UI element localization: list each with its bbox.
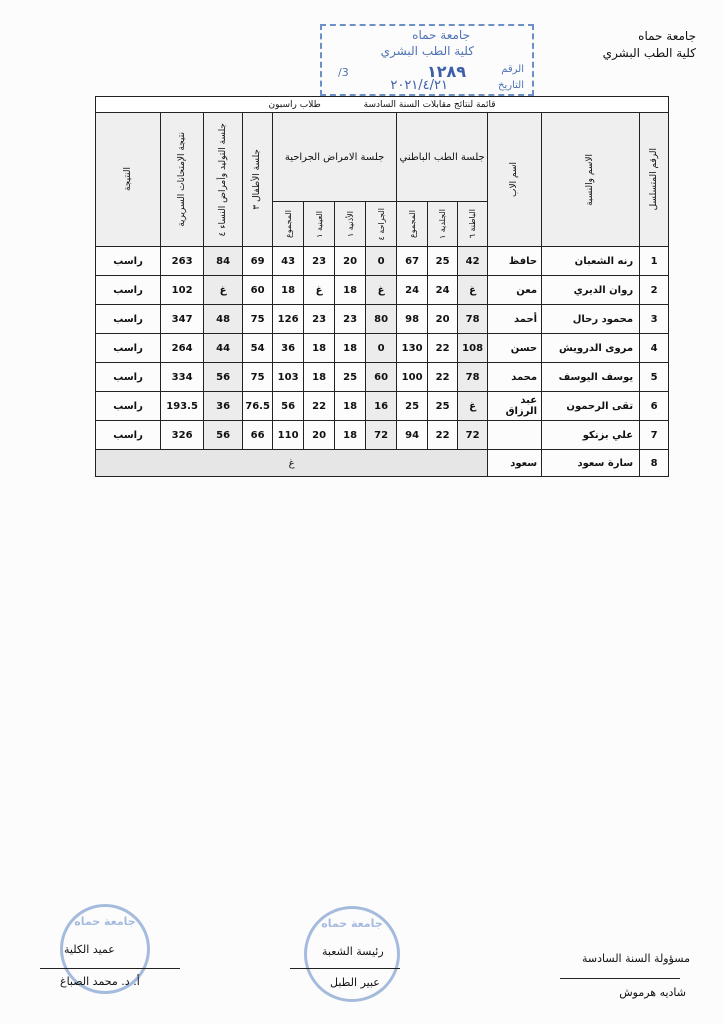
header-name: الاسم والنسبة — [542, 113, 640, 247]
dean-name: أ. د. محمد الصباغ — [60, 975, 140, 988]
father-name-cell: محمد — [488, 363, 542, 392]
dean-title: عميد الكلية — [64, 943, 115, 956]
pediatrics-cell: 76.5 — [243, 392, 273, 421]
dermatology-cell: 22 — [428, 421, 458, 450]
university-name: جامعة حماه — [638, 29, 696, 43]
caption-subtitle: طلاب راسبون — [268, 99, 321, 110]
stamp-side-note: 3/ — [338, 66, 349, 79]
clinical-total-cell: 334 — [161, 363, 204, 392]
serial-cell: 8 — [640, 450, 669, 477]
internal-total-cell: 25 — [397, 392, 428, 421]
obgyn-cell: 44 — [204, 334, 243, 363]
head-signature-line — [290, 968, 400, 969]
student-name-cell: يوسف اليوسف — [542, 363, 640, 392]
ent-cell: 18 — [335, 392, 366, 421]
father-name-cell — [488, 421, 542, 450]
surgical-total-cell: 18 — [273, 276, 304, 305]
clinical-total-cell: 102 — [161, 276, 204, 305]
dermatology-cell: 22 — [428, 334, 458, 363]
internal-total-cell: 100 — [397, 363, 428, 392]
header-internal: جلسة الطب الباطني — [397, 113, 488, 202]
father-name-cell: حافظ — [488, 247, 542, 276]
ophthalmology-cell: 20 — [304, 421, 335, 450]
surgery-cell: 60 — [366, 363, 397, 392]
serial-cell: 5 — [640, 363, 669, 392]
header-father: اسم الاب — [488, 113, 542, 247]
surgery-cell: 0 — [366, 247, 397, 276]
coordinator-title: مسؤولة السنة السادسة — [582, 952, 690, 965]
stamp-ref-number: ١٢٨٩ — [426, 62, 466, 81]
surgical-total-cell: 56 — [273, 392, 304, 421]
student-name-cell: روان الديري — [542, 276, 640, 305]
pediatrics-cell: 54 — [243, 334, 273, 363]
serial-cell: 1 — [640, 247, 669, 276]
ophthalmology-cell: غ — [304, 276, 335, 305]
obgyn-cell: 36 — [204, 392, 243, 421]
internal-medicine-cell: غ — [458, 276, 488, 305]
ophthalmology-cell: 23 — [304, 305, 335, 334]
absent-mark-cell: غ — [96, 450, 488, 477]
clinical-total-cell: 263 — [161, 247, 204, 276]
ent-cell: 23 — [335, 305, 366, 334]
result-cell: راسب — [96, 305, 161, 334]
student-name-cell: رنه الشعبان — [542, 247, 640, 276]
serial-cell: 2 — [640, 276, 669, 305]
clinical-total-cell: 193.5 — [161, 392, 204, 421]
results-table — [95, 96, 669, 477]
header-internal-sub: الجلدية ١ — [428, 202, 458, 247]
head-name: عبير الطبل — [330, 976, 380, 989]
obgyn-cell: 84 — [204, 247, 243, 276]
table-body — [96, 247, 669, 477]
internal-total-cell: 67 — [397, 247, 428, 276]
result-cell: راسب — [96, 334, 161, 363]
result-cell: راسب — [96, 276, 161, 305]
pediatrics-cell: 66 — [243, 421, 273, 450]
surgery-cell: 80 — [366, 305, 397, 334]
clinical-total-cell: 264 — [161, 334, 204, 363]
serial-cell: 7 — [640, 421, 669, 450]
table-row — [96, 247, 669, 276]
header-surgical-sub: الأذنية ١ — [335, 202, 366, 247]
stamp-date-value: ٢٠٢١/٤/٢١ — [390, 78, 448, 93]
ent-cell: 18 — [335, 276, 366, 305]
surgical-total-cell: 126 — [273, 305, 304, 334]
student-name-cell: سارة سعود — [542, 450, 640, 477]
dermatology-cell: 22 — [428, 363, 458, 392]
surgical-total-cell: 110 — [273, 421, 304, 450]
table-row — [96, 421, 669, 450]
header-internal-sub: المجموع — [397, 202, 428, 247]
head-title: رئيسة الشعبة — [322, 945, 384, 958]
serial-cell: 4 — [640, 334, 669, 363]
serial-cell: 3 — [640, 305, 669, 334]
ophthalmology-cell: 23 — [304, 247, 335, 276]
caption-title: قائمة لنتائج مقابلات السنة السادسة — [363, 99, 496, 110]
header-internal-sub: الباطنة ٦ — [458, 202, 488, 247]
clinical-total-cell: 326 — [161, 421, 204, 450]
coordinator-signature-line — [560, 978, 680, 979]
result-cell: راسب — [96, 363, 161, 392]
father-name-cell: عبد الرزاق — [488, 392, 542, 421]
internal-total-cell: 24 — [397, 276, 428, 305]
dean-signature-line — [40, 968, 180, 969]
dermatology-cell: 24 — [428, 276, 458, 305]
surgical-total-cell: 36 — [273, 334, 304, 363]
father-name-cell: معن — [488, 276, 542, 305]
header-surgical-sub: العينية ١ — [304, 202, 335, 247]
internal-medicine-cell: غ — [458, 392, 488, 421]
student-name-cell: تقى الرحمون — [542, 392, 640, 421]
coordinator-name: شاديه هرموش — [619, 986, 686, 999]
ent-cell: 18 — [335, 421, 366, 450]
header-surgical-sub: المجموع — [273, 202, 304, 247]
father-name-cell: أحمد — [488, 305, 542, 334]
obgyn-cell: 56 — [204, 421, 243, 450]
header-result: النتيجة — [96, 113, 161, 247]
internal-medicine-cell: 108 — [458, 334, 488, 363]
internal-medicine-cell: 42 — [458, 247, 488, 276]
result-cell: راسب — [96, 392, 161, 421]
faculty-name: كلية الطب البشري — [602, 46, 696, 60]
header-surgical-sub: الجراحة ٤ — [366, 202, 397, 247]
table-header-row — [96, 113, 669, 202]
internal-total-cell: 130 — [397, 334, 428, 363]
surgery-cell: 72 — [366, 421, 397, 450]
ent-cell: 20 — [335, 247, 366, 276]
internal-medicine-cell: 78 — [458, 305, 488, 334]
stamp-ref-label: الرقم — [501, 64, 524, 75]
pediatrics-cell: 69 — [243, 247, 273, 276]
obgyn-cell: 48 — [204, 305, 243, 334]
stamp-line-2: كلية الطب البشري — [380, 44, 474, 58]
table-caption-row — [96, 97, 669, 113]
serial-cell: 6 — [640, 392, 669, 421]
ophthalmology-cell: 18 — [304, 334, 335, 363]
table-row — [96, 392, 669, 421]
internal-medicine-cell: 72 — [458, 421, 488, 450]
surgical-total-cell: 103 — [273, 363, 304, 392]
clinical-total-cell: 347 — [161, 305, 204, 334]
ophthalmology-cell: 22 — [304, 392, 335, 421]
internal-total-cell: 94 — [397, 421, 428, 450]
header-pediatrics: جلسة الأطفال ٣ — [243, 113, 273, 247]
header-clinical: نتيجة الإمتحانات السريرية — [161, 113, 204, 247]
table-row — [96, 334, 669, 363]
obgyn-cell: 56 — [204, 363, 243, 392]
obgyn-cell: غ — [204, 276, 243, 305]
father-name-cell: حسن — [488, 334, 542, 363]
stamp-date-label: التاريخ — [498, 80, 524, 91]
department-seal: جامعة حماه — [304, 906, 400, 1002]
absent-row — [96, 450, 669, 477]
header-surgical: جلسة الامراض الجراحية — [273, 113, 397, 202]
father-name-cell: سعود — [488, 450, 542, 477]
header-obgyn: جلسة التوليد وأمراض النساء ٤ — [204, 113, 243, 247]
pediatrics-cell: 75 — [243, 363, 273, 392]
dermatology-cell: 25 — [428, 392, 458, 421]
table-row — [96, 305, 669, 334]
table-row — [96, 363, 669, 392]
surgery-cell: 16 — [366, 392, 397, 421]
ent-cell: 25 — [335, 363, 366, 392]
student-name-cell: محمود رحال — [542, 305, 640, 334]
header-serial: الرقم المتسلسل — [640, 113, 669, 247]
result-cell: راسب — [96, 247, 161, 276]
surgery-cell: غ — [366, 276, 397, 305]
student-name-cell: مروى الدرويش — [542, 334, 640, 363]
stamp-line-1: جامعة حماه — [412, 28, 470, 42]
pediatrics-cell: 60 — [243, 276, 273, 305]
student-name-cell: علي بزنكو — [542, 421, 640, 450]
dean-seal: جامعة حماه — [60, 904, 150, 994]
internal-total-cell: 98 — [397, 305, 428, 334]
dermatology-cell: 25 — [428, 247, 458, 276]
ophthalmology-cell: 18 — [304, 363, 335, 392]
internal-medicine-cell: 78 — [458, 363, 488, 392]
ent-cell: 18 — [335, 334, 366, 363]
result-cell: راسب — [96, 421, 161, 450]
surgical-total-cell: 43 — [273, 247, 304, 276]
registry-stamp — [320, 24, 534, 96]
document-header — [603, 28, 696, 62]
pediatrics-cell: 75 — [243, 305, 273, 334]
table-row — [96, 276, 669, 305]
dermatology-cell: 20 — [428, 305, 458, 334]
surgery-cell: 0 — [366, 334, 397, 363]
